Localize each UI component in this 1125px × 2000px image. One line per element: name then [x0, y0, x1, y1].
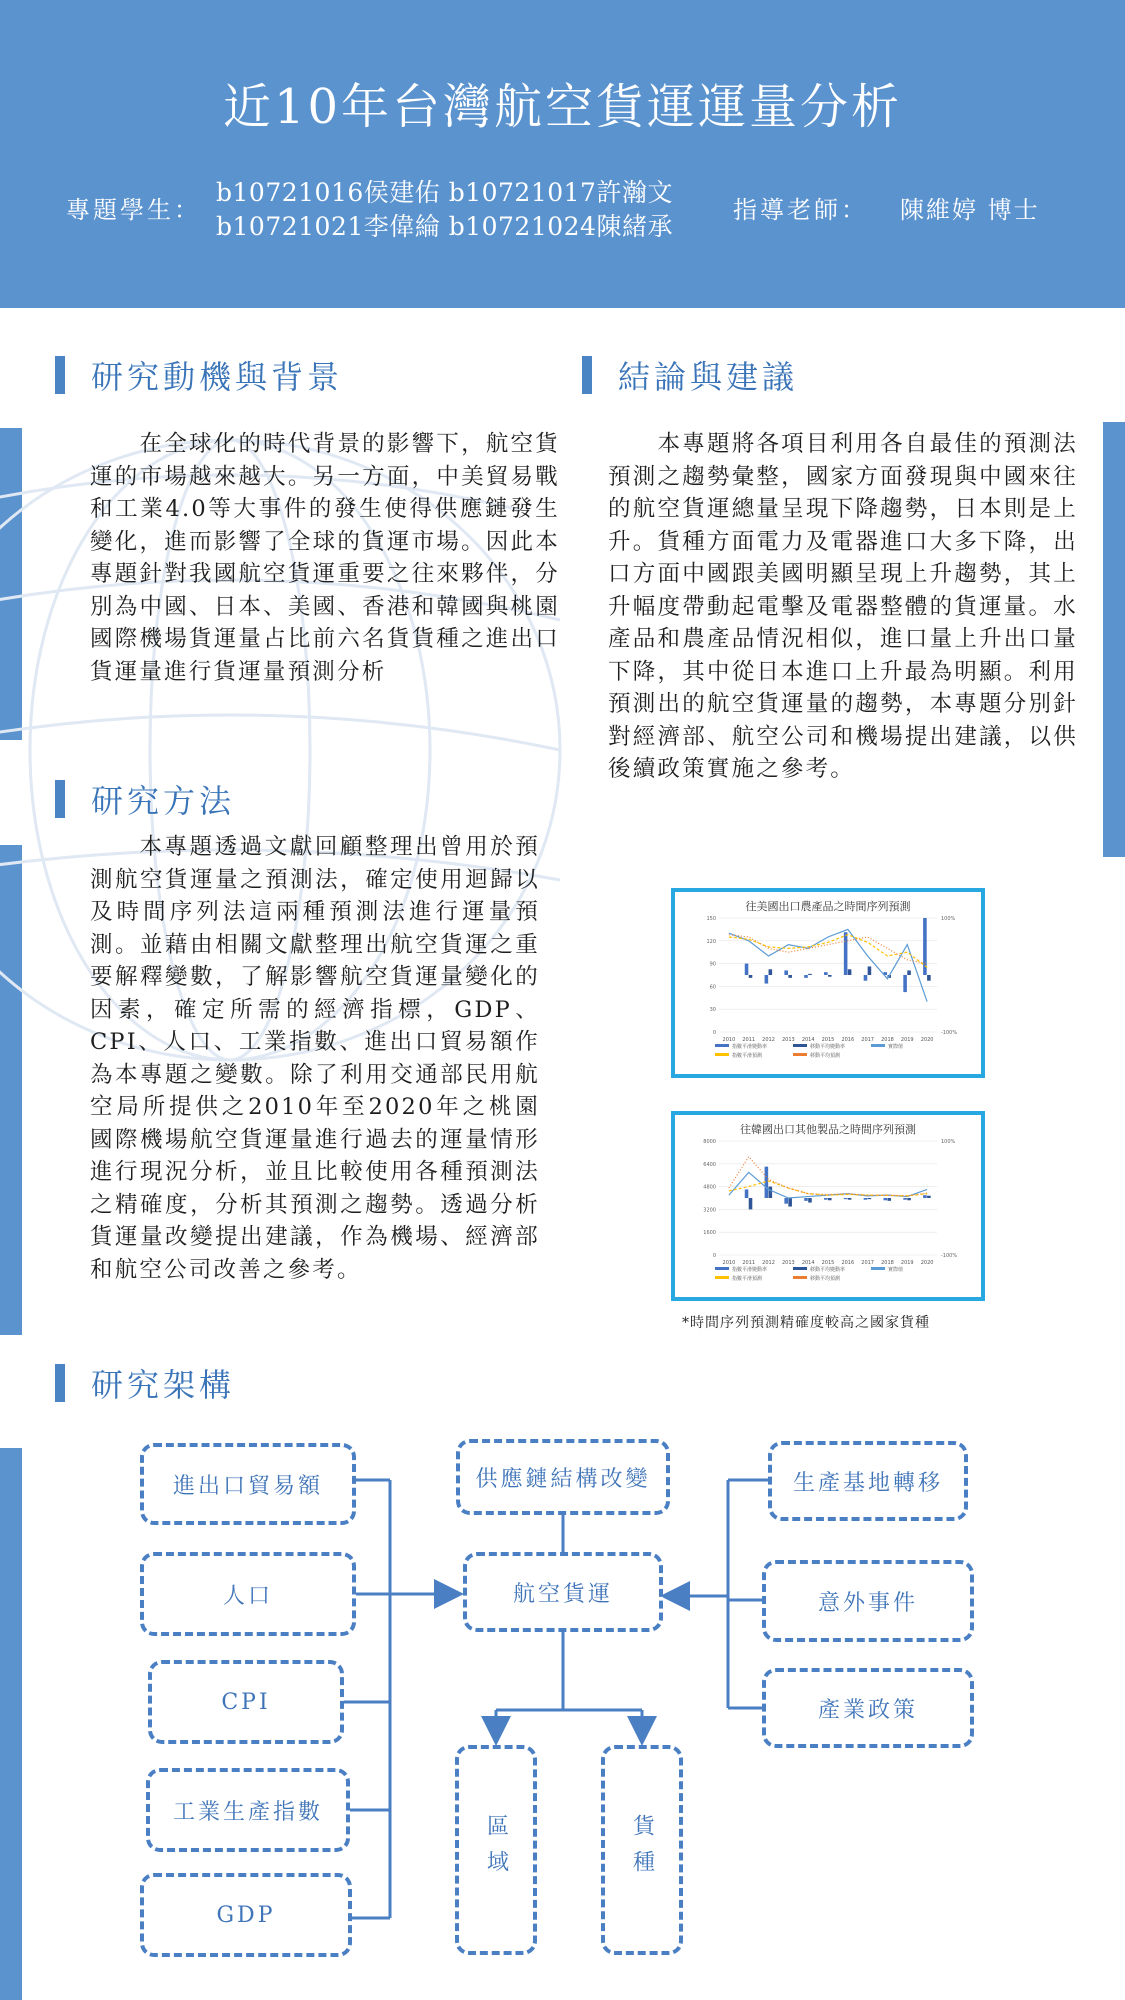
factor-box-population: 人口 — [140, 1552, 356, 1636]
students-line-2: b10721021李偉綸 b10721024陳緒承 — [216, 212, 673, 241]
series-line — [729, 1157, 927, 1196]
y2-tick-label: 100% — [941, 916, 956, 922]
heading-marker — [55, 1364, 65, 1402]
x-tick-label: 2011 — [742, 1260, 756, 1266]
bar — [745, 964, 749, 975]
factor-box-trade: 進出口貿易額 — [140, 1443, 356, 1525]
bar — [923, 1195, 927, 1198]
conclusion-heading-text: 結論與建議 — [618, 358, 799, 396]
bar — [824, 972, 828, 975]
x-tick-label: 2012 — [762, 1037, 775, 1043]
legend-label: 指數平滑變動率 — [732, 1044, 768, 1050]
chart-1-plot — [675, 892, 981, 1074]
conclusion-heading — [582, 352, 798, 398]
series-line — [729, 935, 927, 964]
bar — [927, 975, 931, 981]
legend-swatch — [793, 1044, 807, 1047]
y-tick-label: 6400 — [703, 1161, 716, 1168]
y2-tick-label: 100% — [941, 1139, 956, 1145]
y-tick-label: 90 — [709, 961, 716, 968]
y-tick-label: 150 — [706, 916, 716, 922]
bar — [745, 1189, 749, 1198]
bar — [927, 1196, 931, 1198]
y2-tick-label: -100% — [941, 1030, 958, 1036]
bar — [749, 1198, 753, 1209]
legend-swatch — [715, 1044, 729, 1047]
chart-2-plot — [675, 1115, 981, 1297]
legend-swatch — [871, 1044, 885, 1047]
x-tick-label: 2015 — [821, 1260, 835, 1266]
bar — [868, 1198, 872, 1199]
legend-label: 指數平滑預測 — [732, 1276, 763, 1282]
bar — [769, 1187, 773, 1198]
framework-heading-text: 研究架構 — [91, 1366, 236, 1404]
method-heading-text: 研究方法 — [91, 782, 236, 820]
y-tick-label: 60 — [709, 984, 716, 991]
students-list — [216, 176, 673, 244]
bar — [808, 974, 812, 975]
bar — [907, 970, 911, 975]
factor-box-production-shift: 生產基地轉移 — [768, 1441, 968, 1521]
legend-label: 移動平均預測 — [810, 1053, 841, 1059]
y-tick-label: 4800 — [703, 1184, 716, 1191]
bar — [883, 1198, 887, 1200]
y2-tick-label: -100% — [941, 1253, 958, 1259]
bar — [868, 966, 872, 975]
x-tick-label: 2010 — [722, 1260, 736, 1266]
y-tick-label: 30 — [709, 1007, 716, 1014]
factor-box-gdp: GDP — [140, 1873, 352, 1957]
advisor-name: 陳維婷 博士 — [900, 196, 1040, 224]
y-tick-label: 8000 — [703, 1139, 716, 1145]
x-tick-label: 2018 — [881, 1037, 894, 1043]
series-line — [729, 1181, 927, 1196]
advisor-label: 指導老師： — [733, 196, 868, 224]
bar — [844, 1198, 848, 1199]
bar — [788, 1198, 792, 1207]
poster-header — [0, 0, 1125, 308]
bar — [864, 1198, 868, 1200]
heading-marker — [582, 356, 592, 394]
legend-label: 移動平均變動率 — [810, 1267, 846, 1273]
students-label: 專題學生： — [66, 196, 201, 224]
region-box: 區域 — [455, 1745, 537, 1955]
x-tick-label: 2017 — [861, 1260, 875, 1266]
bar — [903, 1198, 907, 1200]
factor-box-cpi: CPI — [148, 1660, 344, 1744]
bar — [804, 975, 808, 978]
x-tick-label: 2017 — [861, 1037, 875, 1043]
x-tick-label: 2013 — [781, 1037, 795, 1043]
students-line-1: b10721016侯建佑 b10721017許瀚文 — [216, 178, 673, 207]
bar — [808, 1198, 812, 1203]
right-deco-bar — [1103, 422, 1125, 857]
left-deco-bar-1 — [0, 428, 22, 740]
x-tick-label: 2011 — [742, 1037, 756, 1043]
method-body: 本專題透過文獻回顧整理出曾用於預測航空貨運量之預測法，確定使用迴歸以及時間序列法這兩種預測法進行運量預測。並藉由相關文獻整理出航空貨運之重要解釋變數，了解影響航空貨運量變化的因素，確定所需的經濟指標，GDP、CPI、人口、工業指數、進出口貿易額作為本專題之變數。除了利用交通部民用航空局所提供之2010年至2020年之桃園國際機場航空貨運量進行過去的運量情形進行現況分析，並且比較使用各種預測法之精確度，分析其預測之趨勢。透過分析貨運量改變提出建議，作為機場、經濟部和航空公司改善之參考。 — [90, 834, 540, 1283]
motivation-body: 在全球化的時代背景的影響下，航空貨運的市場越來越大。另一方面，中美貿易戰和工業4.0等大事件的發生使得供應鏈發生變化，進而影響了全球的貨運市場。因此本專題針對我國航空貨運重要之往來夥伴，分別為中國、日本、美國、香港和韓國與桃園國際機場貨運量占比前六名貨貨種之進出口貨運量進行貨運量預測分析 — [90, 431, 560, 685]
x-tick-label: 2016 — [841, 1260, 855, 1266]
bar — [769, 969, 773, 975]
legend-label: 移動平均變動率 — [810, 1044, 846, 1050]
bar — [828, 1198, 832, 1200]
y-tick-label: 120 — [706, 938, 716, 945]
x-tick-label: 2013 — [781, 1260, 795, 1266]
legend-swatch — [793, 1276, 807, 1279]
y-tick-label: 0 — [712, 1030, 716, 1036]
factor-box-industry-policy: 產業政策 — [762, 1668, 974, 1748]
legend-swatch — [871, 1267, 885, 1270]
x-tick-label: 2014 — [801, 1037, 815, 1043]
commodity-box: 貨種 — [601, 1745, 683, 1955]
bar — [903, 975, 907, 992]
chart-1-title: 往美國出口農產品之時間序列預測 — [745, 900, 911, 913]
x-tick-label: 2020 — [920, 1260, 934, 1266]
series-line — [729, 929, 927, 1001]
legend-label: 指數平滑變動率 — [732, 1267, 768, 1273]
method-heading — [55, 776, 235, 822]
legend-swatch — [793, 1267, 807, 1270]
bar — [784, 1198, 788, 1204]
poster-title: 近10年台灣航空貨運運量分析 — [222, 79, 903, 135]
bar — [788, 975, 792, 978]
legend-swatch — [793, 1053, 807, 1056]
bar — [907, 1198, 911, 1200]
supply-chain-box: 供應鏈結構改變 — [456, 1439, 670, 1515]
x-tick-label: 2019 — [900, 1260, 914, 1266]
x-tick-label: 2015 — [821, 1037, 835, 1043]
factor-box-industrial-index: 工業生產指數 — [146, 1768, 350, 1852]
x-tick-label: 2018 — [881, 1260, 894, 1266]
legend-label: 移動平均預測 — [810, 1276, 841, 1282]
chart-1 — [671, 888, 985, 1078]
legend-swatch — [715, 1276, 729, 1279]
legend-label: 指數平滑預測 — [732, 1053, 763, 1059]
charts-note: *時間序列預測精確度較高之國家貨種 — [682, 1315, 930, 1331]
bar — [864, 975, 868, 981]
left-deco-bar-2 — [0, 845, 22, 1335]
air-cargo-box: 航空貨運 — [463, 1552, 663, 1632]
x-tick-label: 2010 — [722, 1037, 736, 1043]
chart-2 — [671, 1111, 985, 1301]
bar — [749, 975, 753, 978]
motivation-heading-text: 研究動機與背景 — [91, 358, 344, 396]
bar — [804, 1198, 808, 1201]
y-tick-label: 1600 — [703, 1230, 716, 1237]
bar — [765, 975, 769, 984]
heading-marker — [55, 780, 65, 818]
legend-swatch — [715, 1267, 729, 1270]
factor-box-incidents: 意外事件 — [762, 1560, 974, 1642]
legend-label: 實際值 — [888, 1267, 904, 1273]
bar — [844, 932, 848, 975]
bar — [848, 1198, 852, 1200]
heading-marker — [55, 356, 65, 394]
bar — [887, 1198, 891, 1201]
motivation-heading — [55, 352, 343, 398]
legend-swatch — [715, 1053, 729, 1056]
y-tick-label: 3200 — [703, 1207, 716, 1214]
bar — [828, 975, 832, 977]
x-tick-label: 2016 — [841, 1037, 855, 1043]
x-tick-label: 2019 — [900, 1037, 914, 1043]
bar — [824, 1198, 828, 1200]
conclusion-body: 本專題將各項目利用各自最佳的預測法預測之趨勢彙整，國家方面發現與中國來往的航空貨運總量呈現下降趨勢，日本則是上升。貨種方面電力及電器進口大多下降，出口方面中國跟美國明顯呈現上升趨勢，其上升幅度帶動起電擊及電器整體的貨運量。水產品和農產品情況相似，進口量上升出口量下降，其中從日本進口上升最為明顯。利用預測出的航空貨運量的趨勢，本專題分別針對經濟部、航空公司和機場提出建議，以供後續政策實施之參考。 — [608, 431, 1078, 782]
x-tick-label: 2014 — [801, 1260, 815, 1266]
x-tick-label: 2020 — [920, 1037, 934, 1043]
chart-2-title: 往韓國出口其他製品之時間序列預測 — [740, 1123, 916, 1136]
bar — [848, 969, 852, 975]
bar — [784, 970, 788, 975]
legend-label: 實際值 — [888, 1044, 904, 1050]
x-tick-label: 2012 — [762, 1260, 775, 1266]
y-tick-label: 0 — [712, 1253, 716, 1259]
